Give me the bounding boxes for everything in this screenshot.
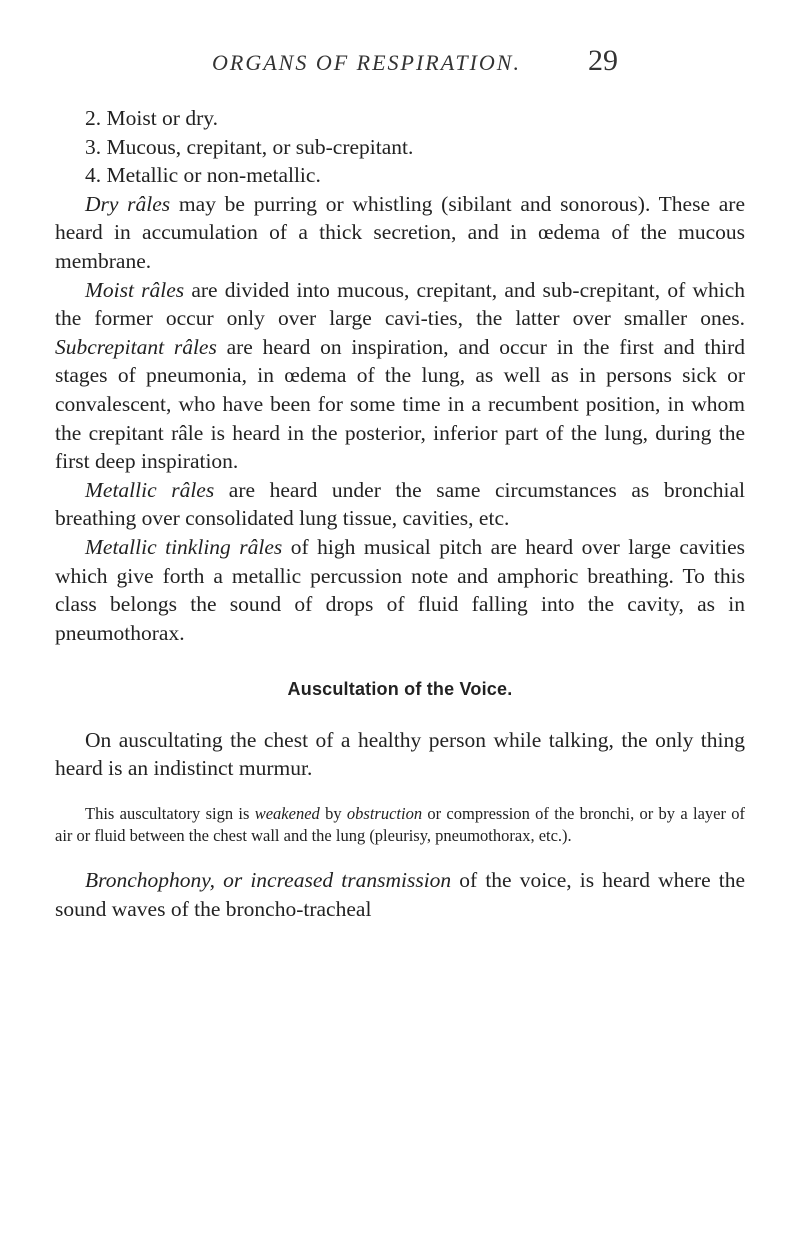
dry-rales-paragraph bbox=[55, 190, 745, 276]
body-text bbox=[55, 104, 745, 923]
weakened-term: weakened bbox=[254, 804, 320, 824]
dry-rales-text: may be purring or whistling (sibilant and sonorous). These are heard in accumulation of a thick secretion, and in œdema of the mucous membrane. bbox=[55, 191, 745, 273]
tinkling-rales-paragraph bbox=[55, 533, 745, 647]
tinkling-rales-term: Metallic tinkling râles bbox=[85, 534, 283, 559]
note-text-1: This auscultatory sign is bbox=[85, 804, 255, 824]
small-print-note bbox=[55, 803, 745, 846]
obstruction-term: obstruction bbox=[346, 804, 423, 824]
metallic-rales-text: are heard under the same circumstances as bronchial breathing over consolidated lung tissue, cavities, etc. bbox=[55, 477, 746, 531]
moist-rales-term: Moist râles bbox=[85, 277, 185, 302]
bronchophony-text: of the voice, is heard where the sound waves of the broncho-tracheal bbox=[55, 868, 746, 921]
list-item: 3. Mucous, crepitant, or sub-crepitant. bbox=[85, 134, 414, 159]
moist-rales-text: are divided into mucous, crepitant, and sub-crepitant, of which the former occur only over large cavi-ties, the latter over smaller ones. bbox=[55, 277, 745, 331]
metallic-rales-term: Metallic râles bbox=[85, 477, 215, 502]
page-number: 29 bbox=[588, 44, 618, 77]
bronchophony-term: Bronchophony, or increased transmission bbox=[85, 868, 452, 893]
list-item: 2. Moist or dry. bbox=[85, 106, 218, 130]
bronchophony-paragraph bbox=[55, 866, 745, 923]
list-item: 4. Metallic or non-metallic. bbox=[85, 163, 321, 188]
dry-rales-term: Dry râles bbox=[85, 191, 171, 216]
tinkling-rales-text: of high musical pitch are heard over large cavities which give forth a metallic percussion note and amphoric breathing. To this class belongs the sound of drops of fluid falling into the cavity, as in pneumothorax. bbox=[55, 534, 745, 645]
note-text-3: or compression of the bronchi, or by a layer of air or fluid between the chest wall and the lung (pleurisy, pneumothorax, etc.). bbox=[55, 804, 746, 845]
section-heading: Auscultation of the Voice. bbox=[287, 679, 513, 700]
voice-intro-paragraph: On auscultating the chest of a healthy person while talking, the only thing heard is an indistinct murmur. bbox=[55, 727, 745, 781]
note-text-2: by bbox=[319, 804, 347, 824]
weakened-voice-paragraph bbox=[55, 803, 745, 846]
moist-rales-paragraph bbox=[55, 276, 745, 476]
subcrepitant-rales-text: are heard on inspiration, and occur in the first and third stages of pneumonia, in œdema of the lung, as well as in persons sick or convalescent, who have been for some time in a recumbent position, in whom the crepitant râle is heard in the posterior, inferior part of the lung, during the first deep inspiration. bbox=[55, 334, 745, 474]
running-head bbox=[0, 44, 800, 84]
metallic-rales-paragraph bbox=[55, 476, 745, 533]
subcrepitant-rales-term: Subcrepitant râles bbox=[55, 334, 217, 359]
running-title: ORGANS OF RESPIRATION. bbox=[212, 50, 521, 75]
